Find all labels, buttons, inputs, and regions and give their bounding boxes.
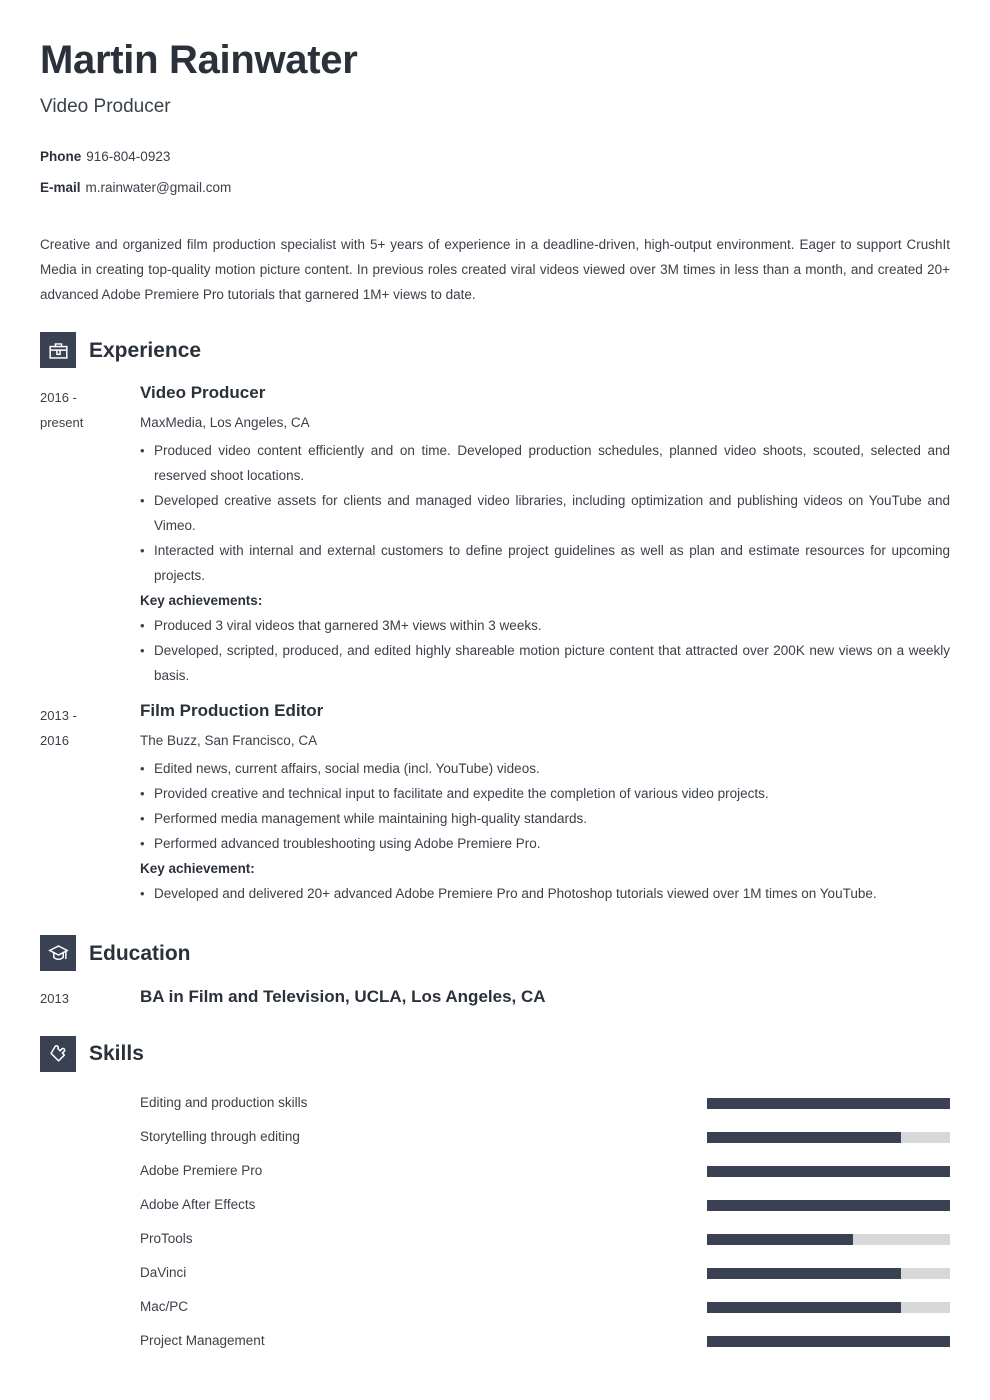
skill-name: Mac/PC: [140, 1299, 189, 1315]
skill-row: [140, 1257, 950, 1291]
puzzle-piece-icon: [40, 1036, 76, 1072]
key-achievement-label: Key achievement:: [140, 861, 255, 877]
graduation-cap-icon: [40, 935, 76, 971]
resume-header: [40, 0, 950, 196]
skill-row: [140, 1291, 950, 1325]
section-title-education: Education: [89, 941, 191, 965]
skill-level-fill: [707, 1336, 950, 1347]
experience-job-title: Film Production Editor: [140, 701, 324, 721]
skill-level-bar: [707, 1098, 950, 1109]
experience-bullet-list: [140, 757, 950, 857]
skill-row: [140, 1223, 950, 1257]
list-item: • Performed media management while maintaining high-quality standards.: [140, 807, 950, 832]
skill-level-bar: [707, 1268, 950, 1279]
experience-entry-date: [40, 383, 140, 436]
section-header-skills: [40, 1036, 950, 1072]
skill-row: [140, 1121, 950, 1155]
list-item: • Performed advanced troubleshooting using Adobe Premiere Pro.: [140, 832, 950, 857]
list-item: • Developed creative assets for clients and managed video libraries, including optimization and publishing videos on YouTube and Vimeo.: [140, 489, 950, 539]
contact-label-phone: Phone: [40, 148, 82, 164]
experience-date-line-1: 2016 -: [40, 390, 77, 406]
key-achievements-label: Key achievements:: [140, 593, 263, 609]
list-item: • Produced 3 viral videos that garnered 3M+ views within 3 weeks.: [140, 614, 950, 639]
section-title-experience: Experience: [89, 338, 202, 362]
skill-level-fill: [707, 1098, 950, 1109]
skill-row: [140, 1189, 950, 1223]
list-item: • Developed, scripted, produced, and edited highly shareable motion picture content that attracted over 200K new views on a weekly basis.: [140, 639, 950, 689]
experience-entry: [40, 701, 950, 907]
contact-value-email[interactable]: m.rainwater@gmail.com: [85, 179, 232, 195]
experience-date-line-2: 2016: [40, 733, 69, 749]
skill-name: DaVinci: [140, 1265, 187, 1281]
contact-label-email: E-mail: [40, 179, 81, 195]
education-entry-date: 2013: [40, 991, 69, 1007]
skill-row: [140, 1087, 950, 1121]
section-experience: [40, 332, 950, 907]
skill-level-fill: [707, 1132, 901, 1143]
skill-name: Project Management: [140, 1333, 265, 1349]
skill-level-bar: [707, 1200, 950, 1211]
experience-bullet-list: [140, 439, 950, 589]
skill-level-fill: [707, 1166, 950, 1177]
section-title-skills: Skills: [89, 1042, 144, 1066]
education-degree: BA in Film and Television, UCLA, Los Angeles, CA: [140, 987, 546, 1007]
list-item: • Edited news, current affairs, social media (incl. YouTube) videos.: [140, 757, 950, 782]
skill-name: Adobe Premiere Pro: [140, 1163, 263, 1179]
experience-entry: [40, 383, 950, 689]
list-item: • Interacted with internal and external customers to define project guidelines as well as plan and estimate resources for upcoming projects.: [140, 539, 950, 589]
experience-key-achievement-list: [140, 882, 950, 907]
skill-name: ProTools: [140, 1231, 193, 1247]
contact-row-email: [40, 180, 950, 196]
skill-row: [140, 1325, 950, 1359]
experience-company: MaxMedia, Los Angeles, CA: [140, 415, 310, 431]
skill-level-fill: [707, 1302, 901, 1313]
list-item: • Developed and delivered 20+ advanced Adobe Premiere Pro and Photoshop tutorials viewed over 1M times on YouTube.: [140, 882, 950, 907]
experience-key-achievement-list: [140, 614, 950, 689]
section-education: [40, 935, 950, 1010]
skill-level-bar: [707, 1234, 950, 1245]
experience-job-title: Video Producer: [140, 383, 266, 403]
list-item: • Provided creative and technical input to facilitate and expedite the completion of various video projects.: [140, 782, 950, 807]
skill-name: Adobe After Effects: [140, 1197, 256, 1213]
contact-row-phone: [40, 149, 950, 165]
briefcase-icon: [40, 332, 76, 368]
skill-level-bar: [707, 1336, 950, 1347]
skill-name: Editing and production skills: [140, 1095, 308, 1111]
skill-level-bar: [707, 1166, 950, 1177]
skill-level-bar: [707, 1302, 950, 1313]
contact-value-phone[interactable]: 916-804-0923: [86, 148, 171, 164]
experience-date-line-1: 2013 -: [40, 708, 77, 724]
skill-level-fill: [707, 1234, 853, 1245]
professional-summary: Creative and organized film production specialist with 5+ years of experience in a deadline-driven, high-output environment. Eager to support CrushIt Media in creating top-quality motion picture content. In previous roles created viral videos viewed over 3M times in less than a month, and created 20+ advanced Adobe Premiere Pro tutorials that garnered 1M+ views to date.: [40, 237, 950, 303]
education-entry: [40, 986, 950, 1010]
skill-level-bar: [707, 1132, 950, 1143]
skill-level-fill: [707, 1200, 950, 1211]
candidate-job-title: Video Producer: [40, 96, 171, 117]
experience-entry-date: [40, 701, 140, 754]
experience-date-line-2: present: [40, 415, 84, 431]
candidate-name: Martin Rainwater: [40, 38, 358, 82]
list-item: • Produced video content efficiently and on time. Developed production schedules, planned video shoots, scouted, selected and reserved shoot locations.: [140, 439, 950, 489]
skill-name: Storytelling through editing: [140, 1129, 300, 1145]
skills-list: [40, 1087, 950, 1359]
contact-list: [40, 149, 950, 196]
skill-level-fill: [707, 1268, 901, 1279]
section-header-experience: [40, 332, 950, 368]
skill-row: [140, 1155, 950, 1189]
section-skills: [40, 1036, 950, 1359]
section-header-education: [40, 935, 950, 971]
experience-company: The Buzz, San Francisco, CA: [140, 733, 318, 749]
